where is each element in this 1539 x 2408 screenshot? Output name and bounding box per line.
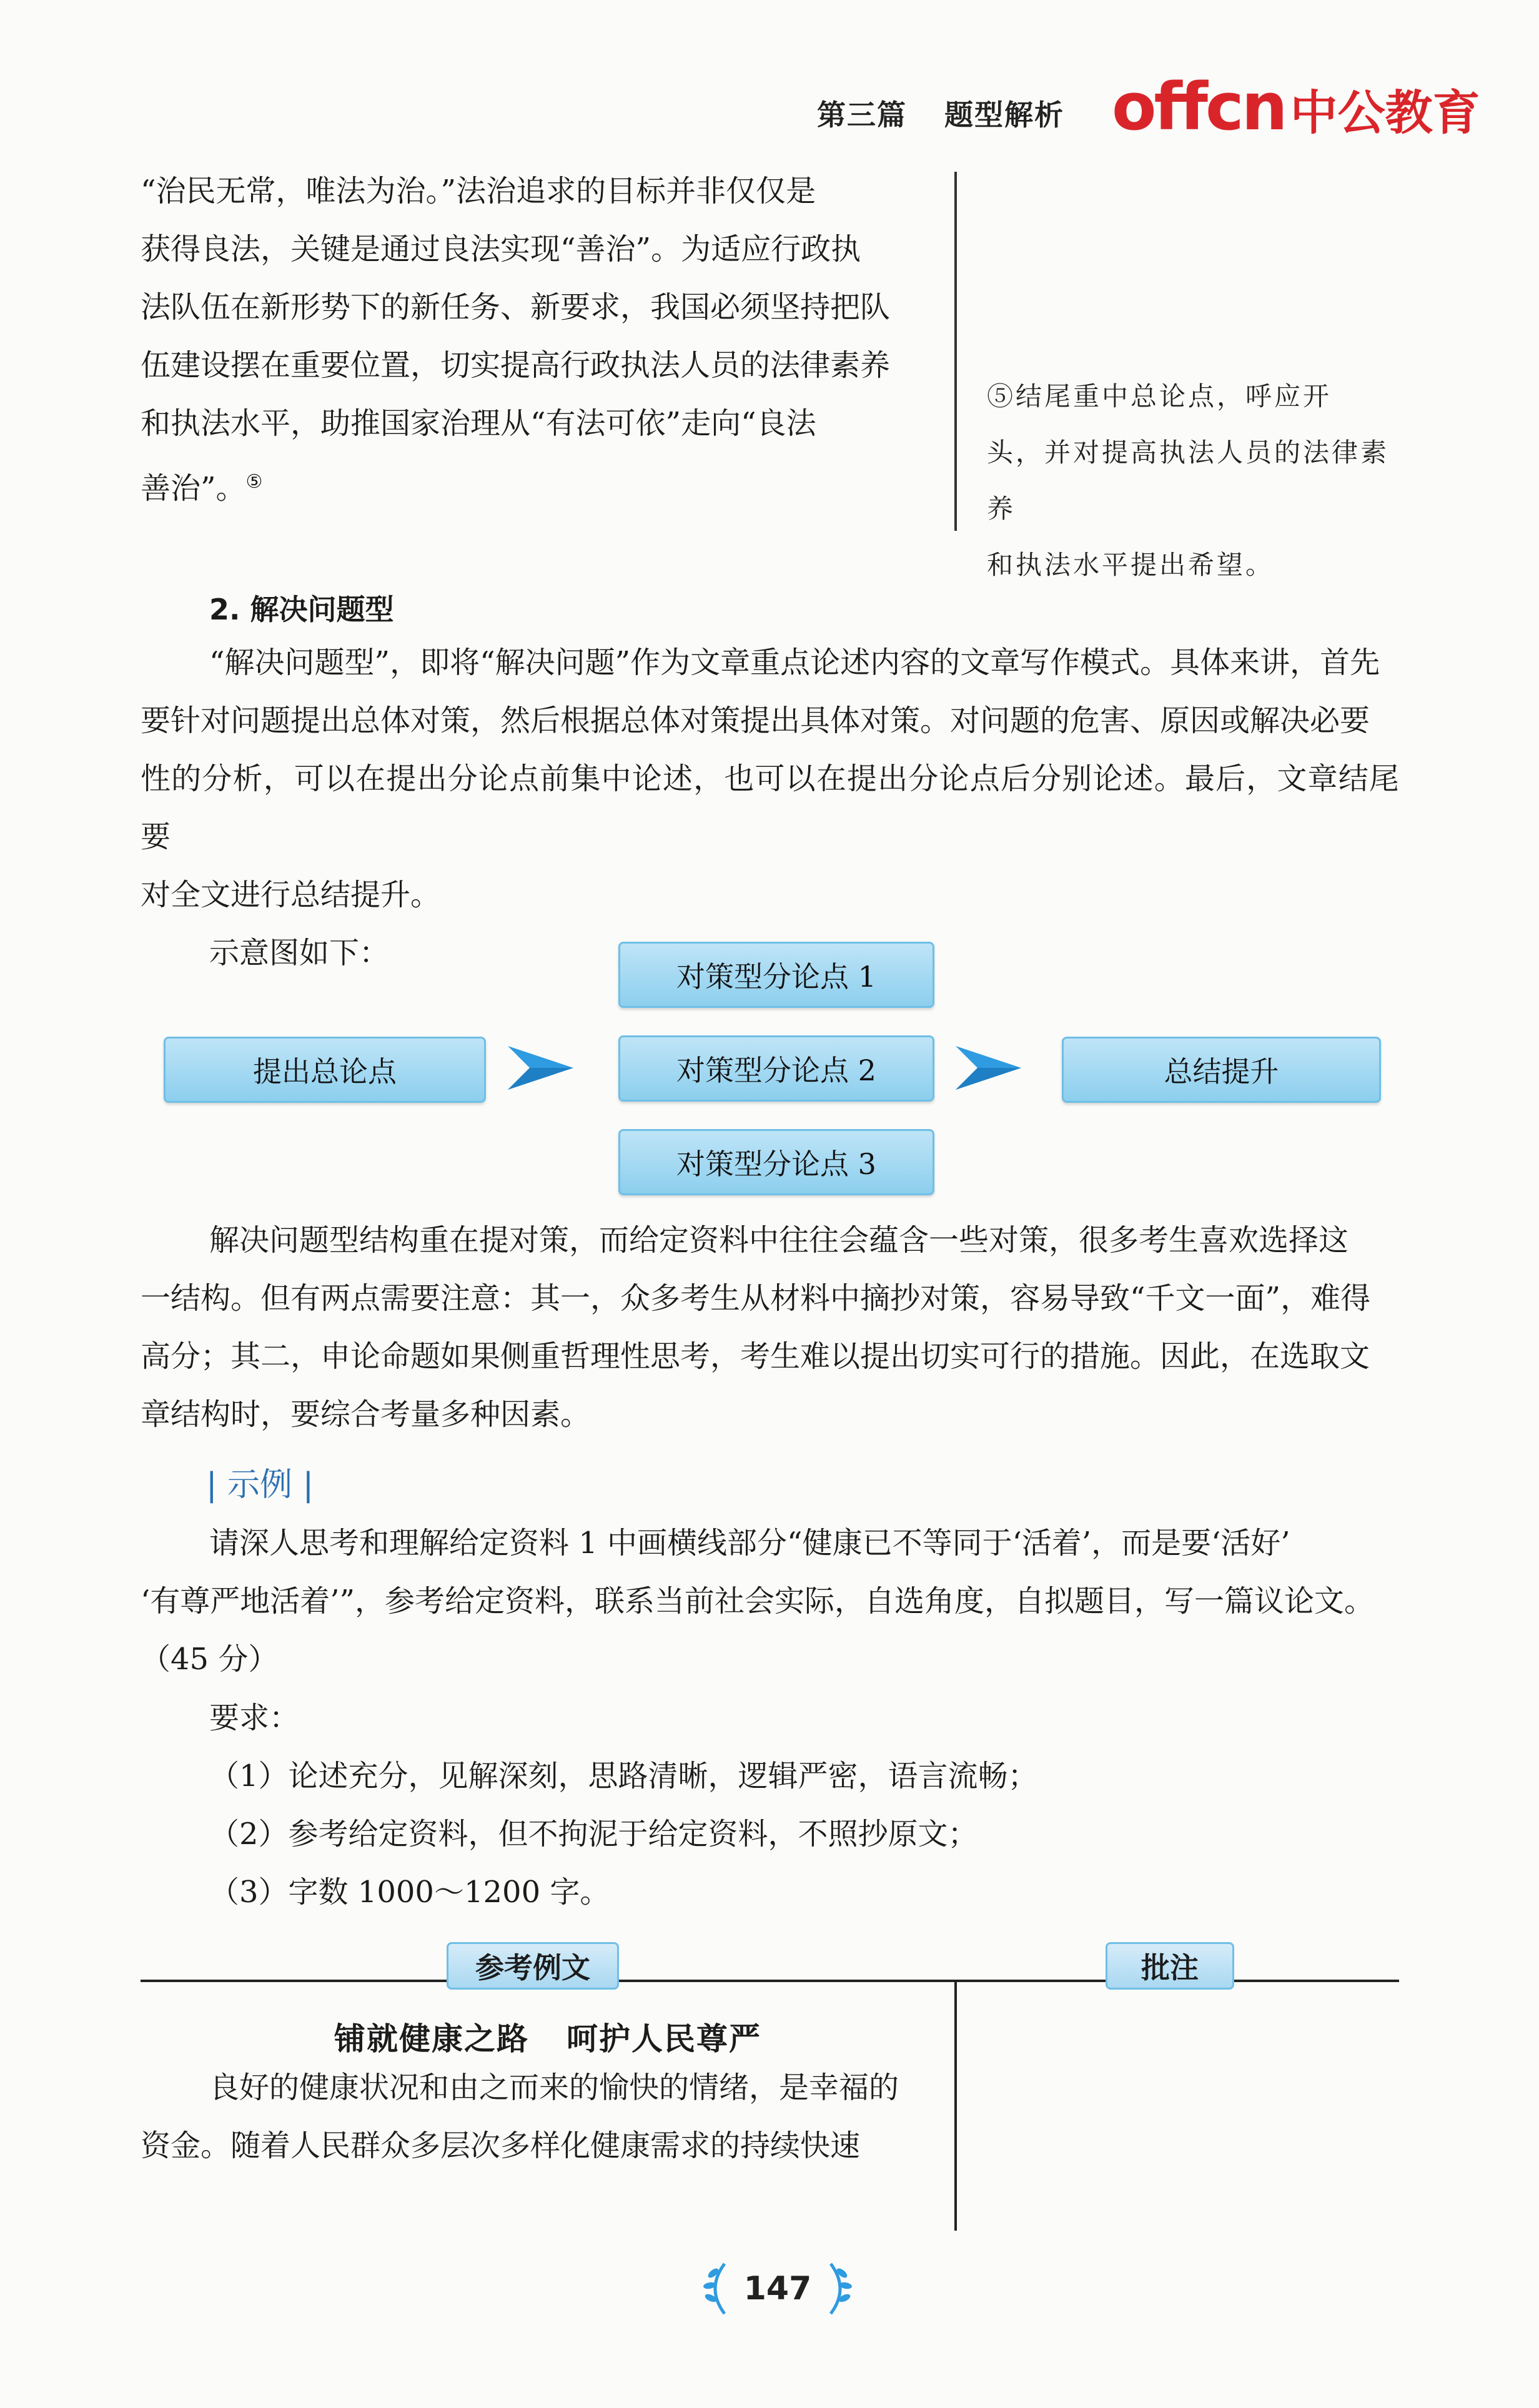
text-line: “治民无常，唯法为治。”法治追求的目标并非仅仅是	[141, 174, 816, 209]
text-line: 高分；其二，申论命题如果侧重哲理性思考，考生难以提出切实可行的措施。因此，在选取文	[141, 1339, 1370, 1374]
box-main-thesis: 提出总论点	[164, 1037, 486, 1103]
text-line: 章结构时，要综合考量多种因素。	[141, 1397, 591, 1432]
tab-annotation: 批注	[1106, 1942, 1234, 1990]
example-prompt	[141, 1514, 1399, 1689]
box-sub-point-1: 对策型分论点 1	[618, 942, 934, 1008]
box-sub-point-3: 对策型分论点 3	[618, 1129, 934, 1195]
text-line: “解决问题型”，即将“解决问题”作为文章重点论述内容的文章写作模式。具体来讲，首先	[209, 645, 1380, 680]
essay-body	[141, 2059, 928, 2175]
req-label: 要求：	[209, 1700, 300, 1735]
text-line: 良好的健康状况和由之而来的愉快的情绪，是幸福的	[209, 2070, 899, 2105]
footnote-mark: ⑤	[245, 471, 263, 493]
laurel-right-icon	[824, 2261, 856, 2317]
essay-divider	[954, 1981, 957, 2231]
arrow-right-icon	[505, 1027, 598, 1108]
page-number: 147	[743, 2270, 812, 2307]
text-line: 资金。随着人民群众多层次多样化健康需求的持续快速	[141, 2128, 861, 2163]
text-line: 和执法水平，助推国家治理从“有法可依”走向“良法	[141, 406, 816, 441]
text-line: ‘有尊严地活着’”，参考给定资料，联系当前社会实际，自选角度，自拟题目，写一篇议论文。	[141, 1584, 1375, 1619]
annotation-line: ⑤结尾重中总论点，呼应开	[987, 381, 1332, 412]
header-section: 题型解析	[944, 98, 1064, 132]
text-line: 性的分析，可以在提出分论点前集中论述，也可以在提出分论点后分别论述。最后，文章结尾要	[141, 761, 1399, 854]
example-label: | 示例 |	[206, 1466, 314, 1504]
text-line: 法队伍在新形势下的新任务、新要求，我国必须坚持把队	[141, 290, 891, 325]
margin-annotation	[987, 368, 1399, 593]
upper-paragraph	[141, 162, 915, 518]
text-line: 解决问题型结构重在提对策，而给定资料中往往会蕴含一些对策，很多考生喜欢选择这	[209, 1223, 1349, 1258]
text-line: （45 分）	[141, 1642, 279, 1677]
box-conclusion: 总结提升	[1062, 1037, 1381, 1103]
annotation-line: 头，并对提高执法人员的法律素养	[987, 437, 1390, 524]
text-line: 善治”。⑤	[141, 471, 263, 506]
text-line: 获得良法，关键是通过良法实现“善治”。为适应行政执	[141, 232, 861, 267]
section-body	[141, 634, 1399, 982]
offcn-logo	[1112, 69, 1480, 145]
text-line: 伍建设摆在重要位置，切实提高行政执法人员的法律素养	[141, 348, 891, 383]
running-header	[817, 92, 1064, 134]
section-title: 2. 解决问题型	[209, 593, 394, 626]
text-line: 对全文进行总结提升。	[141, 877, 441, 912]
text-line: 请深人思考和理解给定资料 1 中画横线部分“健康已不等同于‘活着’，而是要‘活好’	[209, 1526, 1290, 1561]
logo-cn: 中公教育	[1290, 85, 1480, 141]
logo-en: offcn	[1112, 69, 1285, 145]
annotation-line: 和执法水平提出希望。	[987, 550, 1275, 580]
req-item: （3）字数 1000～1200 字。	[209, 1875, 610, 1910]
arrow-right-icon	[953, 1027, 1046, 1108]
requirements	[209, 1689, 1396, 1922]
section-body-after	[141, 1211, 1399, 1444]
text-line: 要针对问题提出总体对策，然后根据总体对策提出具体对策。对问题的危害、原因或解决必要	[141, 703, 1370, 738]
diagram-intro: 示意图如下：	[209, 935, 390, 970]
req-item: （2）参考给定资料，但不拘泥于给定资料，不照抄原文；	[209, 1817, 978, 1852]
essay-title: 铺就健康之路 呵护人民尊严	[334, 2021, 761, 2057]
req-item: （1）论述充分，见解深刻，思路清晰，逻辑严密，语言流畅；	[209, 1759, 1038, 1794]
box-sub-point-2: 对策型分论点 2	[618, 1035, 934, 1102]
tab-reference-essay: 参考例文	[447, 1942, 619, 1990]
text-line: 一结构。但有两点需要注意：其一，众多考生从材料中摘抄对策，容易导致“千文一面”，难得	[141, 1281, 1371, 1316]
annotation-divider	[954, 172, 957, 531]
header-part: 第三篇	[817, 98, 907, 132]
